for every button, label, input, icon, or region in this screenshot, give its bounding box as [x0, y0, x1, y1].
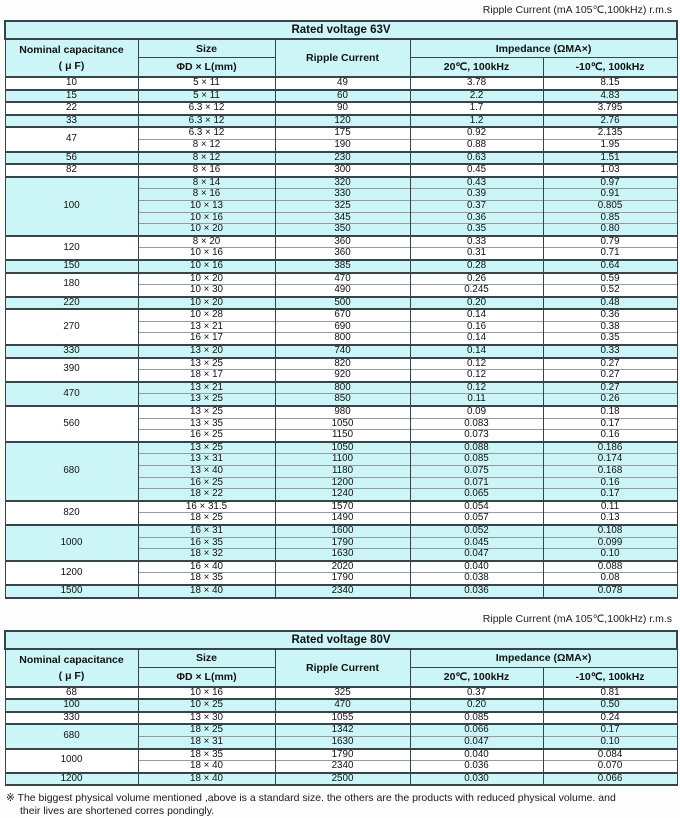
table-title: Rated voltage 63V: [5, 21, 677, 39]
ripple-current-cell: 820: [275, 358, 410, 370]
ripple-current-cell: 1100: [275, 454, 410, 466]
size-cell: 10 × 16: [138, 260, 275, 273]
impedance-20c-cell: 0.35: [410, 224, 543, 236]
impedance-header: Impedance (ΩMA×): [410, 649, 677, 668]
impedance-20c-cell: 0.071: [410, 477, 543, 489]
ripple-current-cell: 1050: [275, 418, 410, 430]
impedance-minus10c-cell: 0.27: [543, 358, 677, 370]
size-cell: 10 × 25: [138, 699, 275, 712]
temp-minus10c-header: -10℃, 100kHz: [543, 667, 677, 687]
ripple-current-cell: 2340: [275, 585, 410, 598]
impedance-20c-cell: 0.045: [410, 537, 543, 549]
size-cell: 16 × 35: [138, 537, 275, 549]
impedance-minus10c-cell: 0.186: [543, 442, 677, 454]
impedance-20c-cell: 0.030: [410, 773, 543, 786]
size-cell: 18 × 25: [138, 513, 275, 525]
impedance-20c-cell: 0.36: [410, 212, 543, 224]
size-cell: 13 × 25: [138, 358, 275, 370]
ripple-current-cell: 800: [275, 333, 410, 345]
rated-voltage-80v-table: [4, 630, 678, 787]
impedance-minus10c-cell: 0.35: [543, 333, 677, 345]
impedance-minus10c-cell: 0.16: [543, 430, 677, 442]
impedance-minus10c-cell: 8.15: [543, 77, 677, 90]
impedance-20c-cell: 0.054: [410, 501, 543, 513]
impedance-20c-cell: 0.92: [410, 127, 543, 139]
impedance-minus10c-cell: 0.17: [543, 418, 677, 430]
impedance-minus10c-cell: 2.76: [543, 115, 677, 128]
impedance-20c-cell: 0.065: [410, 489, 543, 501]
impedance-20c-cell: 0.047: [410, 549, 543, 561]
impedance-20c-cell: 0.075: [410, 466, 543, 478]
ripple-current-cell: 2020: [275, 561, 410, 573]
size-cell: 5 × 11: [138, 77, 275, 90]
impedance-minus10c-cell: 0.108: [543, 525, 677, 537]
impedance-20c-cell: 0.11: [410, 394, 543, 406]
ripple-current-cell: 1630: [275, 549, 410, 561]
impedance-20c-cell: 1.2: [410, 115, 543, 128]
impedance-20c-cell: 0.057: [410, 513, 543, 525]
footnote-line-1: ※ The biggest physical volume mentioned ,above is a standard size. the others are the products with reduced physical volume. and: [6, 792, 616, 805]
header-row-main: [5, 649, 677, 668]
size-cell: 16 × 31.5: [138, 501, 275, 513]
size-cell: 8 × 12: [138, 152, 275, 165]
capacitance-cell: 330: [5, 345, 138, 358]
impedance-20c-cell: 0.33: [410, 236, 543, 248]
table-row: [5, 236, 677, 248]
table-row: [5, 297, 677, 310]
impedance-20c-cell: 3.78: [410, 77, 543, 90]
ripple-current-cell: 1200: [275, 477, 410, 489]
capacitance-cell: 82: [5, 164, 138, 177]
capacitance-cell: 220: [5, 297, 138, 310]
size-cell: 18 × 40: [138, 585, 275, 598]
impedance-minus10c-cell: 0.078: [543, 585, 677, 598]
impedance-20c-cell: 0.12: [410, 382, 543, 394]
ripple-current-cell: 1490: [275, 513, 410, 525]
ripple-current-cell: 2500: [275, 773, 410, 786]
ripple-current-cell: 470: [275, 699, 410, 712]
size-unit-header: ΦD × L(mm): [138, 58, 275, 78]
capacitance-cell: 1200: [5, 773, 138, 786]
footnote: [6, 792, 678, 818]
ripple-current-cell: 740: [275, 345, 410, 358]
ripple-current-cell: 690: [275, 321, 410, 333]
impedance-20c-cell: 0.39: [410, 189, 543, 201]
impedance-20c-cell: 0.20: [410, 699, 543, 712]
impedance-minus10c-cell: 0.13: [543, 513, 677, 525]
impedance-minus10c-cell: 0.16: [543, 477, 677, 489]
ripple-current-cell: 350: [275, 224, 410, 236]
size-cell: 18 × 35: [138, 749, 275, 761]
size-cell: 13 × 31: [138, 454, 275, 466]
size-cell: 13 × 25: [138, 442, 275, 454]
impedance-minus10c-cell: 0.24: [543, 712, 677, 725]
size-cell: 13 × 25: [138, 394, 275, 406]
nominal-capacitance-unit: ( μ F): [58, 60, 85, 72]
capacitance-cell: 180: [5, 273, 138, 297]
impedance-minus10c-cell: 0.805: [543, 200, 677, 212]
ripple-current-cell: 385: [275, 260, 410, 273]
size-cell: 10 × 20: [138, 297, 275, 310]
table-row: [5, 77, 677, 90]
impedance-minus10c-cell: 0.71: [543, 248, 677, 260]
ripple-current-cell: 500: [275, 297, 410, 310]
ripple-current-cell: 1055: [275, 712, 410, 725]
impedance-20c-cell: 0.047: [410, 736, 543, 748]
size-cell: 6.3 × 12: [138, 115, 275, 128]
impedance-20c-cell: 0.083: [410, 418, 543, 430]
table-row: [5, 115, 677, 128]
ripple-current-header: Ripple Current: [275, 649, 410, 687]
table-row: [5, 177, 677, 189]
capacitance-cell: 1500: [5, 585, 138, 598]
capacitance-cell: 47: [5, 127, 138, 151]
impedance-minus10c-cell: 1.95: [543, 139, 677, 151]
impedance-minus10c-cell: 2.135: [543, 127, 677, 139]
ripple-current-cell: 920: [275, 370, 410, 382]
table-row: [5, 309, 677, 321]
impedance-20c-cell: 0.036: [410, 585, 543, 598]
table-row: [5, 561, 677, 573]
size-cell: 6.3 × 12: [138, 102, 275, 115]
impedance-20c-cell: 0.88: [410, 139, 543, 151]
nominal-capacitance-header: [5, 39, 138, 77]
ripple-current-cell: 1342: [275, 724, 410, 736]
ripple-current-cell: 1790: [275, 537, 410, 549]
capacitance-cell: 390: [5, 358, 138, 382]
size-cell: 18 × 17: [138, 370, 275, 382]
ripple-current-cell: 1630: [275, 736, 410, 748]
impedance-minus10c-cell: 0.36: [543, 309, 677, 321]
table-row: [5, 724, 677, 736]
size-cell: 18 × 32: [138, 549, 275, 561]
impedance-minus10c-cell: 4.83: [543, 90, 677, 103]
table-title-row: [5, 21, 677, 39]
ripple-current-cell: 1790: [275, 749, 410, 761]
impedance-20c-cell: 1.7: [410, 102, 543, 115]
table-row: [5, 90, 677, 103]
impedance-minus10c-cell: 0.27: [543, 370, 677, 382]
impedance-minus10c-cell: 0.85: [543, 212, 677, 224]
impedance-20c-cell: 0.12: [410, 358, 543, 370]
impedance-20c-cell: 0.052: [410, 525, 543, 537]
ripple-current-cell: 980: [275, 406, 410, 418]
impedance-20c-cell: 0.14: [410, 345, 543, 358]
ripple-current-cell: 1790: [275, 573, 410, 585]
size-cell: 10 × 20: [138, 224, 275, 236]
impedance-minus10c-cell: 1.51: [543, 152, 677, 165]
impedance-minus10c-cell: 0.070: [543, 761, 677, 773]
impedance-20c-cell: 0.040: [410, 561, 543, 573]
ripple-current-cell: 1240: [275, 489, 410, 501]
ripple-current-cell: 850: [275, 394, 410, 406]
ripple-current-cell: 1150: [275, 430, 410, 442]
table-row: [5, 749, 677, 761]
ripple-current-cell: 670: [275, 309, 410, 321]
size-cell: 6.3 × 12: [138, 127, 275, 139]
impedance-minus10c-cell: 0.174: [543, 454, 677, 466]
size-cell: 18 × 35: [138, 573, 275, 585]
impedance-20c-cell: 0.036: [410, 761, 543, 773]
size-cell: 13 × 21: [138, 321, 275, 333]
nominal-capacitance-header: [5, 649, 138, 687]
impedance-minus10c-cell: 0.08: [543, 573, 677, 585]
impedance-20c-cell: 0.45: [410, 164, 543, 177]
footnote-line-2: their lives are shortened corres pondingly.: [20, 805, 215, 818]
impedance-20c-cell: 0.31: [410, 248, 543, 260]
size-cell: 18 × 40: [138, 773, 275, 786]
size-cell: 18 × 25: [138, 724, 275, 736]
ripple-current-cell: 1600: [275, 525, 410, 537]
ripple-current-cell: 90: [275, 102, 410, 115]
ripple-current-cell: 120: [275, 115, 410, 128]
size-cell: 13 × 35: [138, 418, 275, 430]
capacitance-cell: 1000: [5, 525, 138, 561]
size-cell: 8 × 12: [138, 139, 275, 151]
impedance-minus10c-cell: 0.64: [543, 260, 677, 273]
size-header: Size: [138, 39, 275, 58]
nominal-capacitance-unit: ( μ F): [58, 669, 85, 682]
ripple-current-cell: 325: [275, 687, 410, 700]
size-cell: 16 × 25: [138, 430, 275, 442]
impedance-minus10c-cell: 0.10: [543, 549, 677, 561]
impedance-minus10c-cell: 1.03: [543, 164, 677, 177]
impedance-minus10c-cell: 0.59: [543, 273, 677, 285]
temp-minus10c-header: -10℃, 100kHz: [543, 58, 677, 78]
table-row: [5, 712, 677, 725]
size-cell: 8 × 20: [138, 236, 275, 248]
impedance-20c-cell: 0.14: [410, 309, 543, 321]
impedance-minus10c-cell: 0.97: [543, 177, 677, 189]
ripple-current-note-80v: Ripple Current (mA 105℃,100kHz) r.m.s: [482, 612, 672, 625]
size-cell: 8 × 14: [138, 177, 275, 189]
size-cell: 5 × 11: [138, 90, 275, 103]
capacitance-cell: 1200: [5, 561, 138, 585]
ripple-current-header: Ripple Current: [275, 39, 410, 77]
capacitance-cell: 56: [5, 152, 138, 165]
impedance-20c-cell: 0.085: [410, 454, 543, 466]
impedance-minus10c-cell: 0.11: [543, 501, 677, 513]
impedance-minus10c-cell: 0.27: [543, 382, 677, 394]
table-row: [5, 699, 677, 712]
size-cell: 10 × 30: [138, 285, 275, 297]
impedance-20c-cell: 0.073: [410, 430, 543, 442]
impedance-minus10c-cell: 0.099: [543, 537, 677, 549]
capacitance-cell: 22: [5, 102, 138, 115]
ripple-current-cell: 1180: [275, 466, 410, 478]
impedance-20c-cell: 0.14: [410, 333, 543, 345]
capacitance-cell: 1000: [5, 749, 138, 773]
capacitance-cell: 680: [5, 442, 138, 501]
impedance-minus10c-cell: 0.10: [543, 736, 677, 748]
impedance-minus10c-cell: 0.168: [543, 466, 677, 478]
table-row: [5, 585, 677, 598]
capacitance-cell: 470: [5, 382, 138, 406]
temp-20c-header: 20℃, 100kHz: [410, 58, 543, 78]
ripple-current-cell: 490: [275, 285, 410, 297]
size-cell: 13 × 20: [138, 345, 275, 358]
impedance-header: Impedance (ΩMA×): [410, 39, 677, 58]
capacitance-cell: 10: [5, 77, 138, 90]
ripple-current-cell: 360: [275, 236, 410, 248]
impedance-minus10c-cell: 0.18: [543, 406, 677, 418]
impedance-minus10c-cell: 0.17: [543, 489, 677, 501]
temp-20c-header: 20℃, 100kHz: [410, 667, 543, 687]
impedance-minus10c-cell: 0.084: [543, 749, 677, 761]
impedance-minus10c-cell: 0.79: [543, 236, 677, 248]
table-row: [5, 358, 677, 370]
capacitance-cell: 120: [5, 236, 138, 260]
table-row: [5, 102, 677, 115]
size-cell: 18 × 31: [138, 736, 275, 748]
impedance-20c-cell: 0.43: [410, 177, 543, 189]
capacitance-cell: 270: [5, 309, 138, 345]
table-row: [5, 152, 677, 165]
size-cell: 13 × 30: [138, 712, 275, 725]
table-row: [5, 442, 677, 454]
impedance-minus10c-cell: 0.17: [543, 724, 677, 736]
impedance-20c-cell: 0.12: [410, 370, 543, 382]
ripple-current-cell: 60: [275, 90, 410, 103]
table-title-row: [5, 631, 677, 649]
impedance-20c-cell: 0.245: [410, 285, 543, 297]
table-row: [5, 382, 677, 394]
size-cell: 13 × 21: [138, 382, 275, 394]
header-row-main: [5, 39, 677, 58]
size-cell: 18 × 40: [138, 761, 275, 773]
size-unit-header: ΦD × L(mm): [138, 667, 275, 687]
ripple-current-cell: 230: [275, 152, 410, 165]
size-cell: 10 × 13: [138, 200, 275, 212]
table-title: Rated voltage 80V: [5, 631, 677, 649]
ripple-current-cell: 300: [275, 164, 410, 177]
size-cell: 13 × 40: [138, 466, 275, 478]
table-body-63v: [5, 77, 677, 598]
ripple-current-cell: 1570: [275, 501, 410, 513]
capacitance-cell: 100: [5, 699, 138, 712]
impedance-minus10c-cell: 0.088: [543, 561, 677, 573]
impedance-20c-cell: 0.066: [410, 724, 543, 736]
impedance-20c-cell: 0.040: [410, 749, 543, 761]
size-cell: 16 × 40: [138, 561, 275, 573]
impedance-20c-cell: 0.37: [410, 200, 543, 212]
table-row: [5, 273, 677, 285]
size-cell: 10 × 16: [138, 212, 275, 224]
impedance-minus10c-cell: 0.81: [543, 687, 677, 700]
size-cell: 10 × 20: [138, 273, 275, 285]
size-cell: 13 × 25: [138, 406, 275, 418]
capacitance-cell: 820: [5, 501, 138, 525]
capacitance-cell: 15: [5, 90, 138, 103]
size-cell: 16 × 17: [138, 333, 275, 345]
capacitance-cell: 330: [5, 712, 138, 725]
nominal-capacitance-label: Nominal capacitance: [19, 44, 124, 56]
ripple-current-cell: 190: [275, 139, 410, 151]
table-row: [5, 127, 677, 139]
impedance-20c-cell: 0.37: [410, 687, 543, 700]
size-cell: 18 × 22: [138, 489, 275, 501]
capacitance-cell: 100: [5, 177, 138, 236]
impedance-minus10c-cell: 0.26: [543, 394, 677, 406]
impedance-minus10c-cell: 0.91: [543, 189, 677, 201]
impedance-minus10c-cell: 0.48: [543, 297, 677, 310]
size-cell: 16 × 31: [138, 525, 275, 537]
capacitance-cell: 560: [5, 406, 138, 442]
capacitance-cell: 33: [5, 115, 138, 128]
table-row: [5, 687, 677, 700]
impedance-minus10c-cell: 0.50: [543, 699, 677, 712]
capacitance-cell: 680: [5, 724, 138, 748]
impedance-20c-cell: 0.085: [410, 712, 543, 725]
table-row: [5, 345, 677, 358]
size-cell: 16 × 25: [138, 477, 275, 489]
size-header: Size: [138, 649, 275, 668]
nominal-capacitance-label: Nominal capacitance: [19, 653, 124, 666]
impedance-minus10c-cell: 0.80: [543, 224, 677, 236]
ripple-current-note-63v: Ripple Current (mA 105℃,100kHz) r.m.s: [482, 4, 672, 16]
ripple-current-cell: 800: [275, 382, 410, 394]
size-cell: 10 × 16: [138, 248, 275, 260]
capacitance-cell: 68: [5, 687, 138, 700]
impedance-minus10c-cell: 0.52: [543, 285, 677, 297]
size-cell: 8 × 16: [138, 189, 275, 201]
ripple-current-cell: 1050: [275, 442, 410, 454]
table-row: [5, 260, 677, 273]
size-cell: 8 × 16: [138, 164, 275, 177]
impedance-minus10c-cell: 3.795: [543, 102, 677, 115]
ripple-current-cell: 470: [275, 273, 410, 285]
table-row: [5, 164, 677, 177]
table-row: [5, 525, 677, 537]
impedance-minus10c-cell: 0.38: [543, 321, 677, 333]
impedance-20c-cell: 0.088: [410, 442, 543, 454]
impedance-minus10c-cell: 0.066: [543, 773, 677, 786]
impedance-20c-cell: 2.2: [410, 90, 543, 103]
impedance-20c-cell: 0.26: [410, 273, 543, 285]
impedance-20c-cell: 0.63: [410, 152, 543, 165]
impedance-20c-cell: 0.038: [410, 573, 543, 585]
size-cell: 10 × 16: [138, 687, 275, 700]
capacitance-cell: 150: [5, 260, 138, 273]
size-cell: 10 × 28: [138, 309, 275, 321]
table-row: [5, 773, 677, 786]
ripple-current-cell: 2340: [275, 761, 410, 773]
ripple-current-cell: 330: [275, 189, 410, 201]
ripple-current-cell: 49: [275, 77, 410, 90]
impedance-20c-cell: 0.20: [410, 297, 543, 310]
table-body-80v: [5, 687, 677, 786]
impedance-20c-cell: 0.28: [410, 260, 543, 273]
table-row: [5, 406, 677, 418]
impedance-minus10c-cell: 0.33: [543, 345, 677, 358]
rated-voltage-63v-table: [4, 20, 678, 599]
ripple-current-cell: 325: [275, 200, 410, 212]
impedance-20c-cell: 0.09: [410, 406, 543, 418]
impedance-20c-cell: 0.16: [410, 321, 543, 333]
table-row: [5, 501, 677, 513]
ripple-current-cell: 320: [275, 177, 410, 189]
ripple-current-cell: 175: [275, 127, 410, 139]
ripple-current-cell: 345: [275, 212, 410, 224]
ripple-current-cell: 360: [275, 248, 410, 260]
